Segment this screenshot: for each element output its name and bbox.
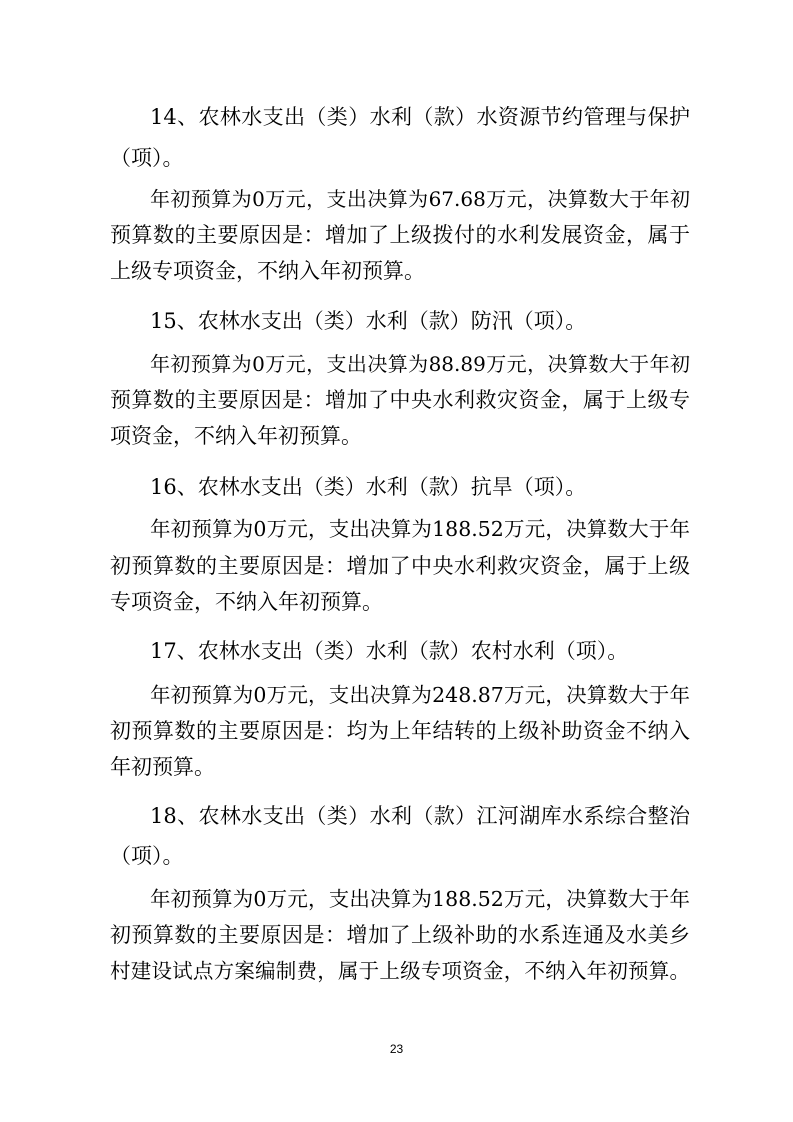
section-16-heading: 16、农林水支出（类）水利（款）抗旱（项）。 <box>150 475 587 499</box>
section-16-body-line: 初预算数的主要原因是：增加了中央水利救灾资金，属于上级 <box>110 554 690 578</box>
section-14-body-line: 预算数的主要原因是：增加了上级拨付的水利发展资金，属于 <box>110 223 690 247</box>
section-18-body-line: 初预算数的主要原因是：增加了上级补助的水系连通及水美乡 <box>110 923 690 947</box>
section-16-body-line: 专项资金，不纳入年初预算。 <box>110 590 383 614</box>
section-15-body-line: 项资金，不纳入年初预算。 <box>110 424 362 448</box>
section-17-body-line: 年初预算。 <box>110 755 215 779</box>
section-17-heading: 17、农林水支出（类）水利（款）农村水利（项）。 <box>150 639 629 663</box>
section-18-heading: 18、农林水支出（类）水利（款）江河湖库水系综合整治 <box>150 804 690 828</box>
section-14-heading: 14、农林水支出（类）水利（款）水资源节约管理与保护 <box>150 105 690 129</box>
section-17-body-line: 年初预算为0万元，支出决算为248.87万元，决算数大于年 <box>150 683 690 707</box>
section-15-heading: 15、农林水支出（类）水利（款）防汛（项）。 <box>150 309 587 333</box>
section-18-heading-cont: （项）。 <box>110 844 184 868</box>
section-15-body-line: 年初预算为0万元，支出决算为88.89万元，决算数大于年初 <box>150 352 690 376</box>
section-14-body-line: 上级专项资金，不纳入年初预算。 <box>110 259 425 283</box>
section-18-body-line: 年初预算为0万元，支出决算为188.52万元，决算数大于年 <box>150 887 690 911</box>
section-15-body-line: 预算数的主要原因是：增加了中央水利救灾资金，属于上级专 <box>110 388 690 412</box>
section-14-body-line: 年初预算为0万元，支出决算为67.68万元，决算数大于年初 <box>150 187 690 211</box>
section-17-body-line: 初预算数的主要原因是：均为上年结转的上级补助资金不纳入 <box>110 719 690 743</box>
section-18-body-line: 村建设试点方案编制费，属于上级专项资金，不纳入年初预算。 <box>110 959 690 983</box>
page-number: 23 <box>389 1042 404 1056</box>
section-14-heading-cont: （项）。 <box>110 146 184 170</box>
section-16-body-line: 年初预算为0万元，支出决算为188.52万元，决算数大于年 <box>150 517 690 541</box>
